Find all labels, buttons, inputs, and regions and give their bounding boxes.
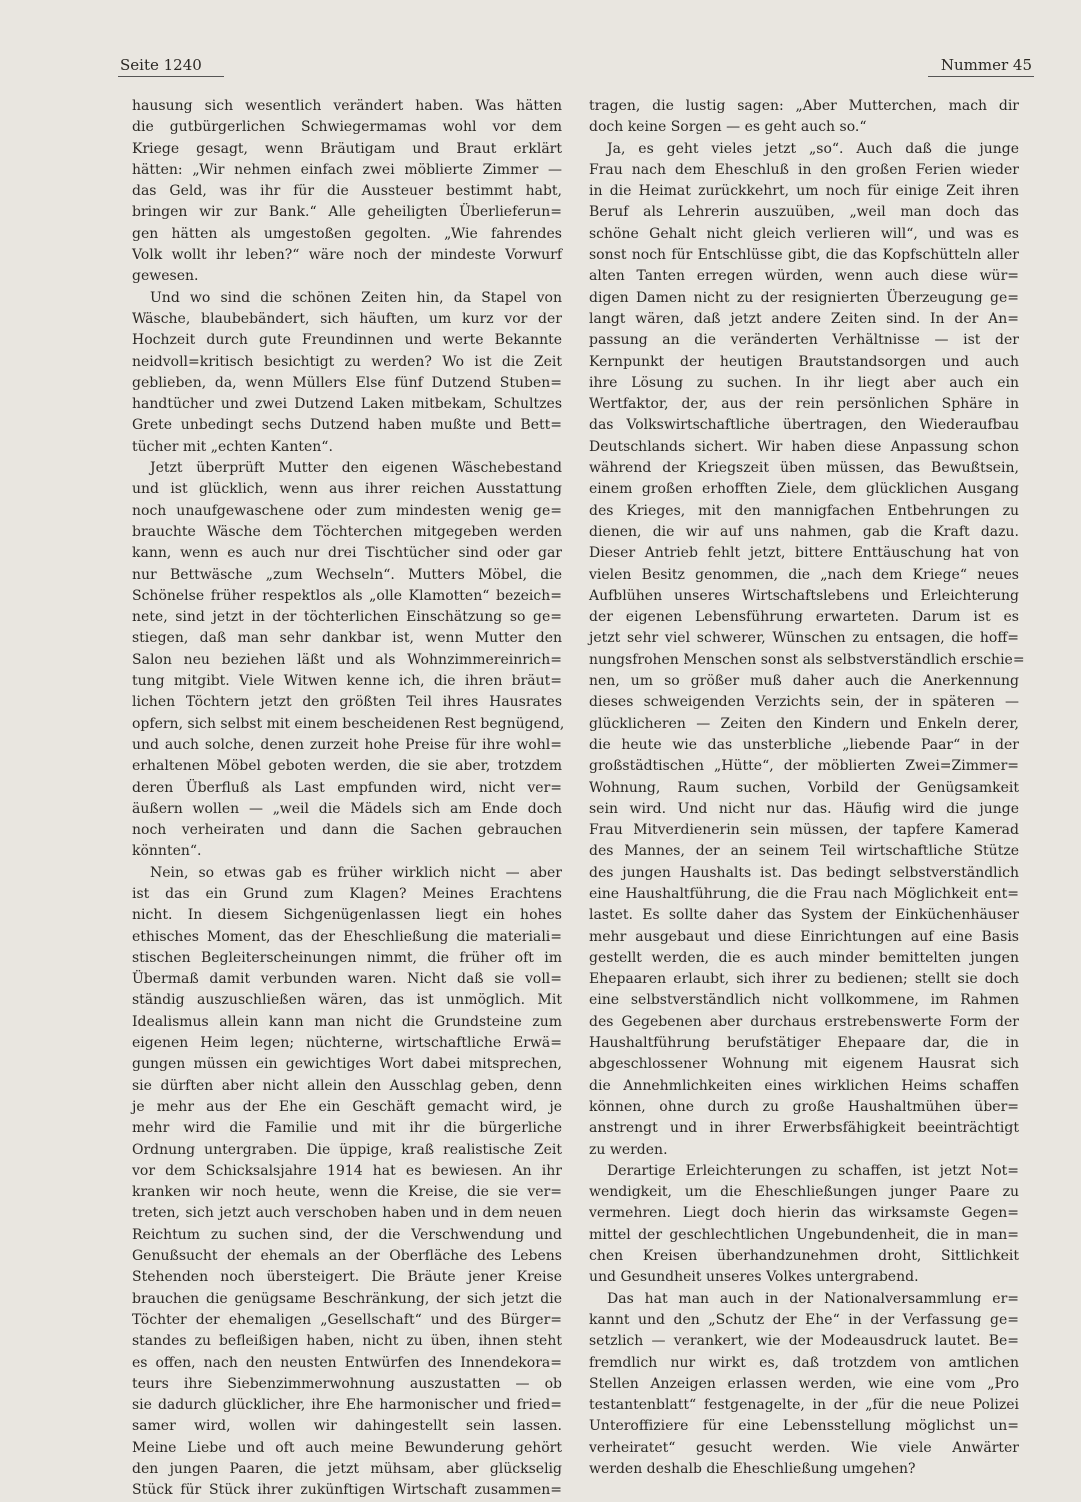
text-line: werden deshalb die Eheschließung umgehen? <box>589 1461 916 1477</box>
text-line: und Gesundheit unseres Volkes untergrabend. <box>589 1269 919 1286</box>
text-line: können, ohne durch zu große Haushaltmühen über= <box>589 1098 1019 1115</box>
text-line: sonst noch für Entschlüsse gibt, die das Kopfschütteln aller <box>589 247 1019 264</box>
text-line: äußern wollen — „weil die Mädels sich am Ende doch <box>132 800 562 817</box>
text-line: zu werden. <box>589 1141 668 1158</box>
text-line: nen, um so größer muß daher auch die Anerkennung <box>589 673 1019 690</box>
text-line: Das hat man auch in der Nationalversammlung er= <box>607 1290 1019 1307</box>
issue-number: Nummer 45 <box>928 56 1034 77</box>
text-line: standes zu befleißigen haben, nicht zu üben, ihnen steht <box>132 1333 562 1350</box>
text-line: Wäsche, blaubebändert, sich häuften, um kurz vor der <box>132 310 562 327</box>
text-line: verheiratet“ gesucht werden. Wie viele Anwärter <box>589 1439 1019 1456</box>
text-line: setzlich — verankert, wie der Modeausdruck lautet. Be= <box>589 1333 1019 1350</box>
text-line: ethisches Moment, das der Eheschließung die materiali= <box>132 928 562 945</box>
text-line: wendigkeit, um die Eheschließungen junger Paare zu <box>589 1184 1019 1201</box>
text-line: Stehenden noch übersteigert. Die Bräute jener Kreise <box>132 1269 562 1286</box>
text-line: Dieser Antrieb fehlt jetzt, bittere Enttäuschung hat von <box>589 545 1019 562</box>
text-line: Salon neu beziehen läßt und als Wohnzimmereinrich= <box>132 651 562 668</box>
text-line: Deutschlands sichert. Wir haben diese Anpassung schon <box>589 438 1019 455</box>
text-line: das Geld, was ihr für die Aussteuer bestimmt habt, <box>132 183 562 200</box>
text-line: glücklicheren — Zeiten den Kindern und Enkeln derer, <box>589 715 1019 732</box>
text-line: gewesen. <box>132 268 199 285</box>
text-line: die gutbürgerlichen Schwiegermamas wohl vor dem <box>132 119 562 136</box>
text-line: hätten: „Wir nehmen einfach zwei möblierte Zimmer — <box>132 161 562 178</box>
text-line: Stellen Anzeigen erlassen werden, wie eine vom „Pro <box>589 1375 1019 1392</box>
text-line: und auch solche, denen zurzeit hohe Preise für ihre wohl= <box>132 736 562 753</box>
text-line: eine selbstverständlich nicht vollkommene, im Rahmen <box>589 992 1019 1009</box>
text-line: Meine Liebe und oft auch meine Bewunderung gehört <box>132 1439 562 1456</box>
text-line: vielen Besitz genommen, die „nach dem Kriege“ neues <box>589 566 1019 583</box>
text-line: vor dem Schicksalsjahre 1914 hat es bewiesen. An ihr <box>132 1162 562 1179</box>
text-line: dienen, die wir auf uns nahmen, gab die Kraft dazu. <box>589 523 1019 540</box>
text-line: nur Bettwäsche „zum Wechseln“. Mutters Möbel, die <box>132 566 562 583</box>
text-line: bringen wir zur Bank.“ Alle geheiligten Überlieferun= <box>132 204 562 221</box>
text-line: je mehr aus der Ehe ein Geschäft gemacht wird, je <box>132 1098 562 1115</box>
text-line: testantenblatt“ festgenagelte, in der „für die neue Polizei <box>589 1397 1019 1414</box>
text-line: einem großen erhofften Ziele, dem glücklichen Ausgang <box>589 481 1019 498</box>
text-line: noch unaufgewaschene oder zum mindesten wenig ge= <box>132 502 562 519</box>
text-line: treten, sich jetzt auch verschoben haben und in dem neuen <box>132 1205 562 1222</box>
text-line: Derartige Erleichterungen zu schaffen, ist jetzt Not= <box>607 1162 1019 1179</box>
text-line: Ja, es geht vieles jetzt „so“. Auch daß die junge <box>607 140 1019 157</box>
text-line: alten Tanten erregen würden, wenn auch diese wür= <box>589 268 1019 285</box>
text-line: Unteroffiziere für eine Lebensstellung möglichst un= <box>589 1418 1019 1435</box>
text-line: tung mitgibt. Viele Witwen kenne ich, die ihren bräut= <box>132 673 562 690</box>
text-line: brauchte Wäsche dem Töchterchen mitgegeben werden <box>132 523 562 540</box>
text-line: Haushaltführung berufstätiger Ehepaare dar, die in <box>589 1035 1019 1052</box>
text-line: Töchter der ehemaligen „Gesellschaft“ und des Bürger= <box>132 1311 562 1328</box>
text-column-left <box>132 96 565 1499</box>
text-line: deren Überfluß als Last empfunden wird, nicht ver= <box>132 779 562 796</box>
text-line: mehr ausgebaut und diese Einrichtungen auf eine Basis <box>589 928 1019 945</box>
text-line: ihre Lösung zu suchen. In ihr liegt aber auch ein <box>589 374 1019 391</box>
text-line: kannt und den „Schutz der Ehe“ in der Verfassung ge= <box>589 1311 1019 1328</box>
text-line: Stück für Stück ihrer zukünftigen Wirtschaft zusammen= <box>132 1482 562 1499</box>
text-line: kann, wenn es auch nur drei Tischtücher sind oder gar <box>132 545 562 562</box>
text-line: tücher mit „echten Kanten“. <box>132 438 333 455</box>
text-line: eine Haushaltführung, die die Frau nach Möglichkeit ent= <box>589 885 1019 902</box>
text-line: es offen, nach den neusten Entwürfen des Innendekora= <box>132 1354 562 1371</box>
text-line: Kernpunkt der heutigen Brautstandsorgen und auch <box>589 353 1019 370</box>
text-line: schöne Gehalt nicht gleich verlieren will“, und was es <box>589 225 1019 242</box>
text-line: in die Heimat zurückkehrt, um noch für einige Zeit ihren <box>589 183 1019 200</box>
text-line: des Krieges, mit den mannigfachen Entbehrungen zu <box>589 502 1019 519</box>
text-line: stischen Begleiterscheinungen nimmt, die früher oft im <box>132 949 562 966</box>
text-column-right <box>589 96 1025 1477</box>
text-line: Grete unbedingt sechs Dutzend haben mußte und Bett= <box>132 417 562 434</box>
page-number: Seite 1240 <box>118 56 224 77</box>
text-line: vermehren. Liegt doch hierin das wirksamste Gegen= <box>589 1205 1019 1222</box>
text-line: gungen müssen ein gewichtiges Wort dabei mitsprechen, <box>132 1056 562 1073</box>
text-line: Kriege gesagt, wenn Bräutigam und Braut erklärt <box>132 140 562 157</box>
text-line: Idealismus allein kann man nicht die Grundsteine zum <box>132 1013 562 1030</box>
text-line: anstrengt und in ihrer Erwerbsfähigkeit beeinträchtigt <box>589 1120 1019 1137</box>
text-line: sie dürften aber nicht allein den Ausschlag geben, denn <box>132 1077 562 1094</box>
text-line: mittel der geschlechtlichen Ungebundenheit, die in man= <box>589 1226 1019 1243</box>
text-line: die Annehmlichkeiten eines wirklichen Heims schaffen <box>589 1077 1019 1094</box>
text-line: passung an die veränderten Verhältnisse — ist der <box>589 332 1019 349</box>
text-line: Genußsucht der ehemals an der Oberfläche des Lebens <box>132 1248 562 1265</box>
text-line: fremdlich nur wirkt es, daß trotzdem von amtlichen <box>589 1354 1019 1371</box>
text-line: stiegen, daß man sehr dankbar ist, wenn Mutter den <box>132 630 562 647</box>
text-line: des jungen Haushalts ist. Das bedingt selbstverständlich <box>589 864 1019 881</box>
text-line: Frau Mitverdienerin sein müssen, der tapfere Kamerad <box>589 822 1019 839</box>
text-line: tragen, die lustig sagen: „Aber Mutterchen, mach dir <box>589 98 1019 114</box>
text-line: Und wo sind die schönen Zeiten hin, da Stapel von <box>150 289 562 306</box>
text-line: teurs ihre Siebenzimmerwohnung auszustatten — ob <box>132 1375 562 1392</box>
text-line: digen Damen nicht zu der resignierten Überzeugung ge= <box>589 289 1019 306</box>
page-header <box>118 56 1034 82</box>
text-line: und ist glücklich, wenn aus ihrer reichen Ausstattung <box>132 481 562 498</box>
text-line: brauchen die genügsame Beschränkung, der sich jetzt die <box>132 1290 562 1307</box>
text-line: Beruf als Lehrerin auszuüben, „weil man doch das <box>589 204 1019 221</box>
text-line: neidvoll=kritisch besichtigt zu werden? Wo ist die Zeit <box>132 353 562 370</box>
text-line: Frau nach dem Eheschluß in den großen Ferien wieder <box>589 161 1019 178</box>
text-line: gen hätten als umgestoßen gegolten. „Wie fahrendes <box>132 225 562 242</box>
text-line: lichen Töchtern jetzt den größten Teil ihres Hausrates <box>132 694 562 711</box>
text-line: Ordnung untergraben. Die üppige, kraß realistische Zeit <box>132 1141 562 1158</box>
text-line: Wohnung, Raum suchen, Vorbild der Genügsamkeit <box>589 779 1019 796</box>
text-line: langt wären, daß jetzt andere Zeiten sind. In der An= <box>589 310 1019 327</box>
text-line: Aufblühen unseres Wirtschaftslebens und Erleichterung <box>589 587 1019 604</box>
text-line: erhaltenen Möbel geboten werden, die sie aber, trotzdem <box>132 758 562 775</box>
text-line: Volk wollt ihr leben?“ wäre noch der mindeste Vorwurf <box>132 247 562 264</box>
text-line: chen Kreisen überhandzunehmen droht, Sittlichkeit <box>589 1248 1019 1265</box>
text-line: Nein, so etwas gab es früher wirklich nicht — aber <box>150 864 562 881</box>
text-line: ist das ein Grund zum Klagen? Meines Erachtens <box>132 885 562 902</box>
text-line: könnten“. <box>132 843 202 860</box>
text-line: eigenen Heim legen; nüchterne, wirtschaftliche Erwä= <box>132 1035 562 1052</box>
text-line: Ehepaaren erlaubt, sich ihrer zu bedienen; stellt sie doch <box>589 971 1019 988</box>
text-line: kranken wir noch heute, wenn die Kreise, die sie ver= <box>132 1184 562 1201</box>
text-line: geblieben, da, wenn Müllers Else fünf Dutzend Stuben= <box>132 374 562 391</box>
text-line: opfern, sich selbst mit einem bescheidenen Rest begnügend, <box>132 715 565 732</box>
text-line: großstädtischen „Hütte“, der möblierten Zwei=Zimmer= <box>589 758 1019 775</box>
text-line: Schönelse früher respektlos als „olle Klamotten“ bezeich= <box>132 587 562 604</box>
text-line: das Volkswirtschaftliche übertragen, den Wiederaufbau <box>589 417 1019 434</box>
text-line: nete, sind jetzt in der töchterlichen Einschätzung so ge= <box>132 609 562 626</box>
text-line: des Gegebenen aber durchaus erstrebenswerte Form der <box>589 1013 1019 1030</box>
text-line: Hochzeit durch gute Freundinnen und werte Bekannte <box>132 332 562 349</box>
text-line: abgeschlossener Wohnung mit eigenem Hausrat sich <box>589 1056 1019 1073</box>
text-line: handtücher und zwei Dutzend Laken mitbekam, Schultzes <box>132 396 562 413</box>
text-line: Wertfaktor, der, aus der rein persönlichen Sphäre in <box>589 396 1019 413</box>
text-line: sein wird. Und nicht nur das. Häufig wird die junge <box>589 800 1019 817</box>
text-line: den jungen Paaren, die jetzt mühsam, aber glückselig <box>132 1461 562 1477</box>
text-line: gestellt werden, die es auch minder bemittelten jungen <box>589 949 1019 966</box>
text-line: nicht. In diesem Sichgenügenlassen liegt ein hohes <box>132 907 562 924</box>
text-line: hausung sich wesentlich verändert haben. Was hätten <box>132 98 562 114</box>
text-line: ständig auszuschließen wären, das ist unmöglich. Mit <box>132 992 562 1009</box>
text-line: noch verheiraten und dann die Sachen gebrauchen <box>132 822 562 839</box>
text-line: die heute wie das unsterbliche „liebende Paar“ in der <box>589 736 1019 753</box>
text-line: sie dadurch glücklicher, ihre Ehe harmonischer und fried= <box>132 1397 562 1414</box>
text-line: doch keine Sorgen — es geht auch so.“ <box>589 119 867 136</box>
text-line: der eigenen Lebensführung erwarteten. Darum ist es <box>589 609 1019 626</box>
text-line: samer wird, wollen wir dahingestellt sein lassen. <box>132 1418 562 1435</box>
text-line: dieses schweigenden Verzichts sein, der in späteren — <box>589 694 1019 711</box>
text-line: Reichtum zu suchen sind, der die Verschwendung und <box>132 1226 562 1243</box>
text-line: Übermaß damit verbunden waren. Nicht daß sie voll= <box>132 971 562 988</box>
text-line: mehr wird die Familie und mit ihr die bürgerliche <box>132 1120 562 1137</box>
text-line: lastet. Es sollte daher das System der Einküchenhäuser <box>589 907 1019 924</box>
text-line: des Mannes, der an seinem Teil wirtschaftliche Stütze <box>589 843 1019 860</box>
text-line: während der Kriegszeit üben müssen, das Bewußtsein, <box>589 460 1019 477</box>
text-line: nungsfrohen Menschen sonst als selbstverständlich erschie= <box>589 651 1025 668</box>
text-line: jetzt sehr viel schwerer, Wünschen zu entsagen, die hoff= <box>589 630 1019 647</box>
text-line: Jetzt überprüft Mutter den eigenen Wäschebestand <box>150 460 562 477</box>
